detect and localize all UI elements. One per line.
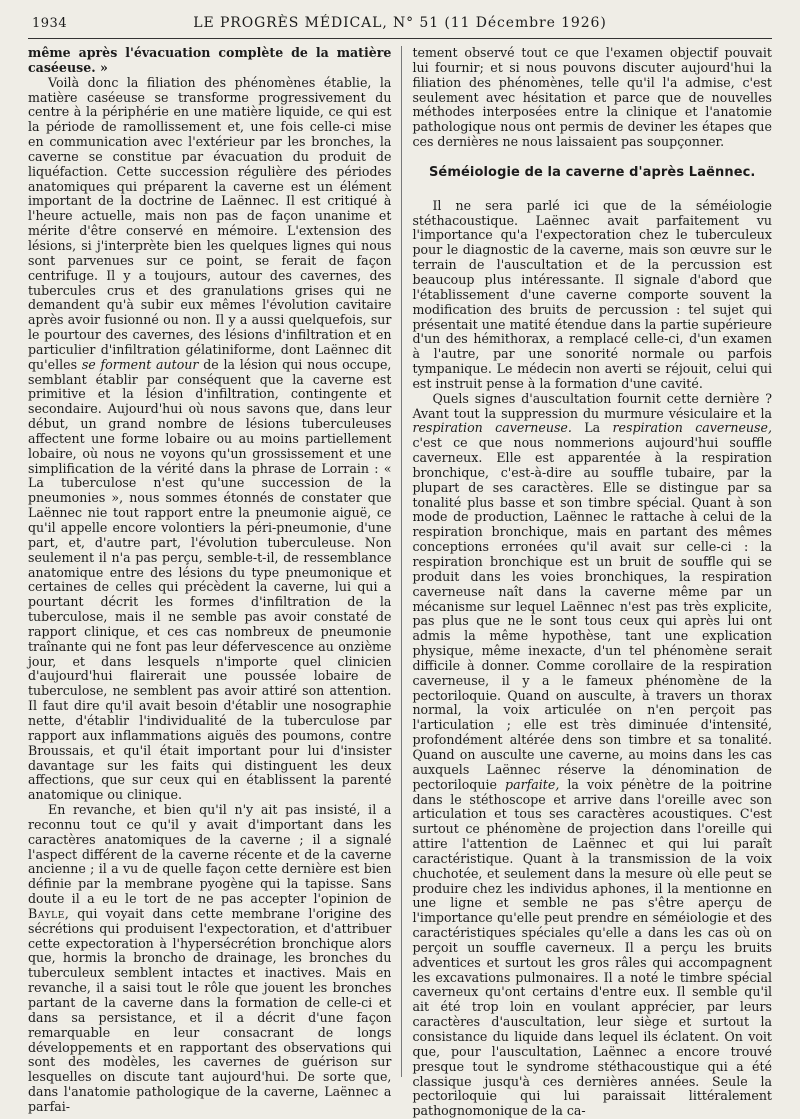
italic-run: se forment autour [81,356,199,372]
text-run: La [584,420,601,436]
journal-title: LE PROGRÈS MÉDICAL, N° 51 (11 Décembre 1926) [193,15,607,31]
header-rule [28,38,772,39]
text-run: c'est ce que nous nommerions aujourd'hui souffle caverneux. Elle est apparentée à la respiration bronchique, c'est-à-dire au souffle tubaire, par la plupart de ses caractères. Elle se distingue par sa tonalité plus basse et son timbre spécial. Quant à son mode de production, Laënnec le rattache à celui de la respiration bronchique, mais en partant des mêmes conceptions erronées qu'il avait sur celle-ci : la respiration bronchique est un bruit de souffle qui se produit dans les voies bronchiques, la respiration caverneuse naît dans la caverne même par un mécanisme sur lequel Laënnec n'est pas très explicite, pas plus que ne le sont tous ceux qui après lui ont admis la même hypothèse, tant une explication physique, même inexacte, d'un tel phénomène serait difficile à donner. Comme corollaire de la respiration caverneuse, il y a le fameux phénomène de la pectoriloquie. Quand on ausculte, à travers un thorax normal, la voix articulée on n'en perçoit pas l'articulation ; elle est très diminuée d'intensité, profondément altérée dens son timbre et sa tonalité. Quand on ausculte une caverne, au moins dans les cas auxquels Laënnec réserve la dénomination de pectoriloquie [412,435,772,792]
italic-run: respiration caverneuse, [612,420,772,436]
text-columns [28,45,772,1119]
paragraph [28,76,391,803]
paragraph: même après l'évacuation complète de la matière caséeuse. » [28,45,392,75]
paragraph: Il ne sera parlé ici que de la séméiologie stéthacoustique. Laënnec avait parfaitement vu l'importance qu'a l'expectoration chez le tuberculeux pour le diagnostic de la caverne, mais son œuvre sur le terrain de l'auscultation et de la percussion est beaucoup plus intéressante. Il signale d'abord que l'établissement d'une caverne comporte souvent la modification des bruits de percussion : tel sujet qui présentait une matité étendue dans la partie supérieure d'un des hémithorax, a remplacé celle-ci, d'un examen à l'autre, par une sonorité normale ou parfois tympanique. Le médecin non averti se réjouit, celui qui est instruit pense à la formation d'une cavité. [412,197,772,391]
right-column [401,45,772,1119]
text-run: la voix pénètre de la poitrine dans le stéthoscope et arrive dans l'oreille avec son articulation et tous ses caractères acoustiques. C'est surtout ce phénomène de projection dans l'oreille qui attire l'attention de Laënnec et qui lui paraît caractéristique. Quant à la transmission de la voix chuchotée, et seulement dans la mesure où elle peut se produire chez les individus aphones, il la mentionne en une ligne et semble ne pas s'être aperçu de l'importance qu'elle peut prendre en séméiologie et des caractéristiques spéciales qu'elle a dans les cas où on perçoit un souffle caverneux. Il a perçu les bruits adventices et surtout les gros râles qui accompagnent les excavations pulmonaires. Il a noté le timbre spécial caverneux qu'ont certains d'entre eux. Il semble qu'il ait été trop loin en voulant apprécier, par leurs caractères d'auscultation, leur siège et surtout la consistance du liquide dans lequel ils éclatent. On voit que, pour l'auscultation, Laënnec a encore trouvé presque tout le syndrome stéthacoustique qui a été classique jusqu'à ces dernières années. Seule la pectoriloquie qui lui paraissait littéralement pathognomonique de la ca- [412,776,772,1119]
section-heading: Séméiologie de la caverne d'après Laënnec. [428,164,756,180]
text-run: de la lésion qui nous occupe, semblant établir par conséquent que la caverne est primitive et la lésion d'infiltration, contingente et secondaire. Aujourd'hui où nous savons que, dans leur début, un grand nombre de lésions tuberculeuses affectent une forme lobaire ou au moins partiellement lobaire, où nous ne voyons qu'un grossissement et une simplification de la vérité dans la phrase de Lorrain : « La tuberculose n'est qu'une succession de la pneumonies », nous sommes étonnés de constater que Laënnec nie tout rapport entre la pneumonie aiguë, ce qu'il appelle encore volontiers la péri-pneumonie, d'une part, et, d'autre part, l'évolution tuberculeuse. Non seulement il n'a pas perçu, semble-t-il, de ressemblance anatomique entre des lésions du type pneumonique et certaines de celles qui précèdent la caverne, lui qui a pourtant décrit les formes d'infiltration de la tuberculose, mais il ne semble pas avoir constaté de rapport clinique, et ces cas nombreux de pneumonie traînante qui ne font pas leur défervescence au onzième jour, et dans lesquels n'importe quel clinicien d'aujourd'hui flairerait une poussée lobaire de tuberculose, ne semblent pas avoir attiré son attention. Il faut dire qu'il avait besoin d'établir une nosographie nette, d'établir l'individualité de la tuberculose par rapport aux inflammations aiguës des poumons, contre Broussais, et qu'il était important pour lui d'insister davantage sur les faits qui distinguent les deux affections, que sur ceux qui en établissent la parenté anatomique ou clinique. [28,356,392,803]
left-column [28,45,401,1114]
author-name: Bayle [28,905,65,921]
paragraph [28,803,391,1115]
paragraph [412,392,772,1119]
text-run: , qui voyait dans cette membrane l'origine des sécrétions qui produisent l'expectoration, et d'attribuer cette expectoration à l'hypersécrétion bronchique alors que, hormis la broncho de drainage, les bronches du tuberculeux semblent intactes et inactives. Mais en revanche, il a saisi tout le rôle que jouent les bronches partant de la caverne dans la formation de celle-ci et dans sa persistance, et il a décrit d'une façon remarquable en leur consacrant de longs développements et en rapportant des observations qui sont des modèles, les cavernes de guérison sur lesquelles on discute tant aujourd'hui. De sorte que, dans l'anatomie pathologique de la caverne, Laënnec a parfai- [28,905,392,1114]
paragraph: tement observé tout ce que l'examen objectif pouvait lui fournir; et si nous pouvons discuter aujourd'hui la filiation des phénomènes, telle qu'il l'a admise, c'est seulement avec hésitation et parce que de nouvelles méthodes interposées entre la clinique et l'anatomie pathologique nous ont permis de deviner les étapes que ces dernières ne nous laissaient pas soupçonner. [412,45,772,150]
text-run: Voilà donc la filiation des phénomènes établie, la matière caséeuse se transforme progressivement du centre à la périphérie en une matière liquide, ce qui est la période de ramollissement et, une fois celle-ci mise en communication avec l'extérieur par les bronches, la caverne se constitue par évacuation du produit de liquéfaction. Cette succession régulière des périodes anatomiques qui préparent la caverne est un élément important de la doctrine de Laënnec. Il est critiqué à l'heure actuelle, mais non pas de façon unanime et mérite d'être conservé en mémoire. L'extension des lésions, si j'interprète bien les quelques lignes qui nous sont parvenues sur ce point, se ferait de façon centrifuge. Il y a toujours, autour des cavernes, des tubercules crus et des granulations grises qui ne demandent qu'à subir eux mêmes l'évolution cavitaire après avoir fusionné ou non. Il y a aussi quelquefois, sur le pourtour des cavernes, des lésions d'infiltration et en particulier d'infiltration gélatiniforme, dont Laënnec dit qu'elles [28,74,392,372]
text-run: En revanche, et bien qu'il n'y ait pas insisté, il a reconnu tout ce qu'il y avait d'important dans les caractères anatomiques de la caverne ; il a signalé l'aspect différent de la caverne récente et de la caverne ancienne ; il a vu de quelle façon cette dernière est bien définie par la membrane pyogène qui la tapisse. Sans doute il a eu le tort de ne pas accepter l'opinion de [28,802,392,907]
text-run: Quels signes d'auscultation fournit cette dernière ? Avant tout la suppression du murmure vésiculaire et la [412,390,772,421]
running-head [28,14,772,36]
italic-run: respiration caverneuse. [412,420,572,436]
italic-run: parfaite, [505,776,560,792]
page-number: 1934 [32,16,68,31]
